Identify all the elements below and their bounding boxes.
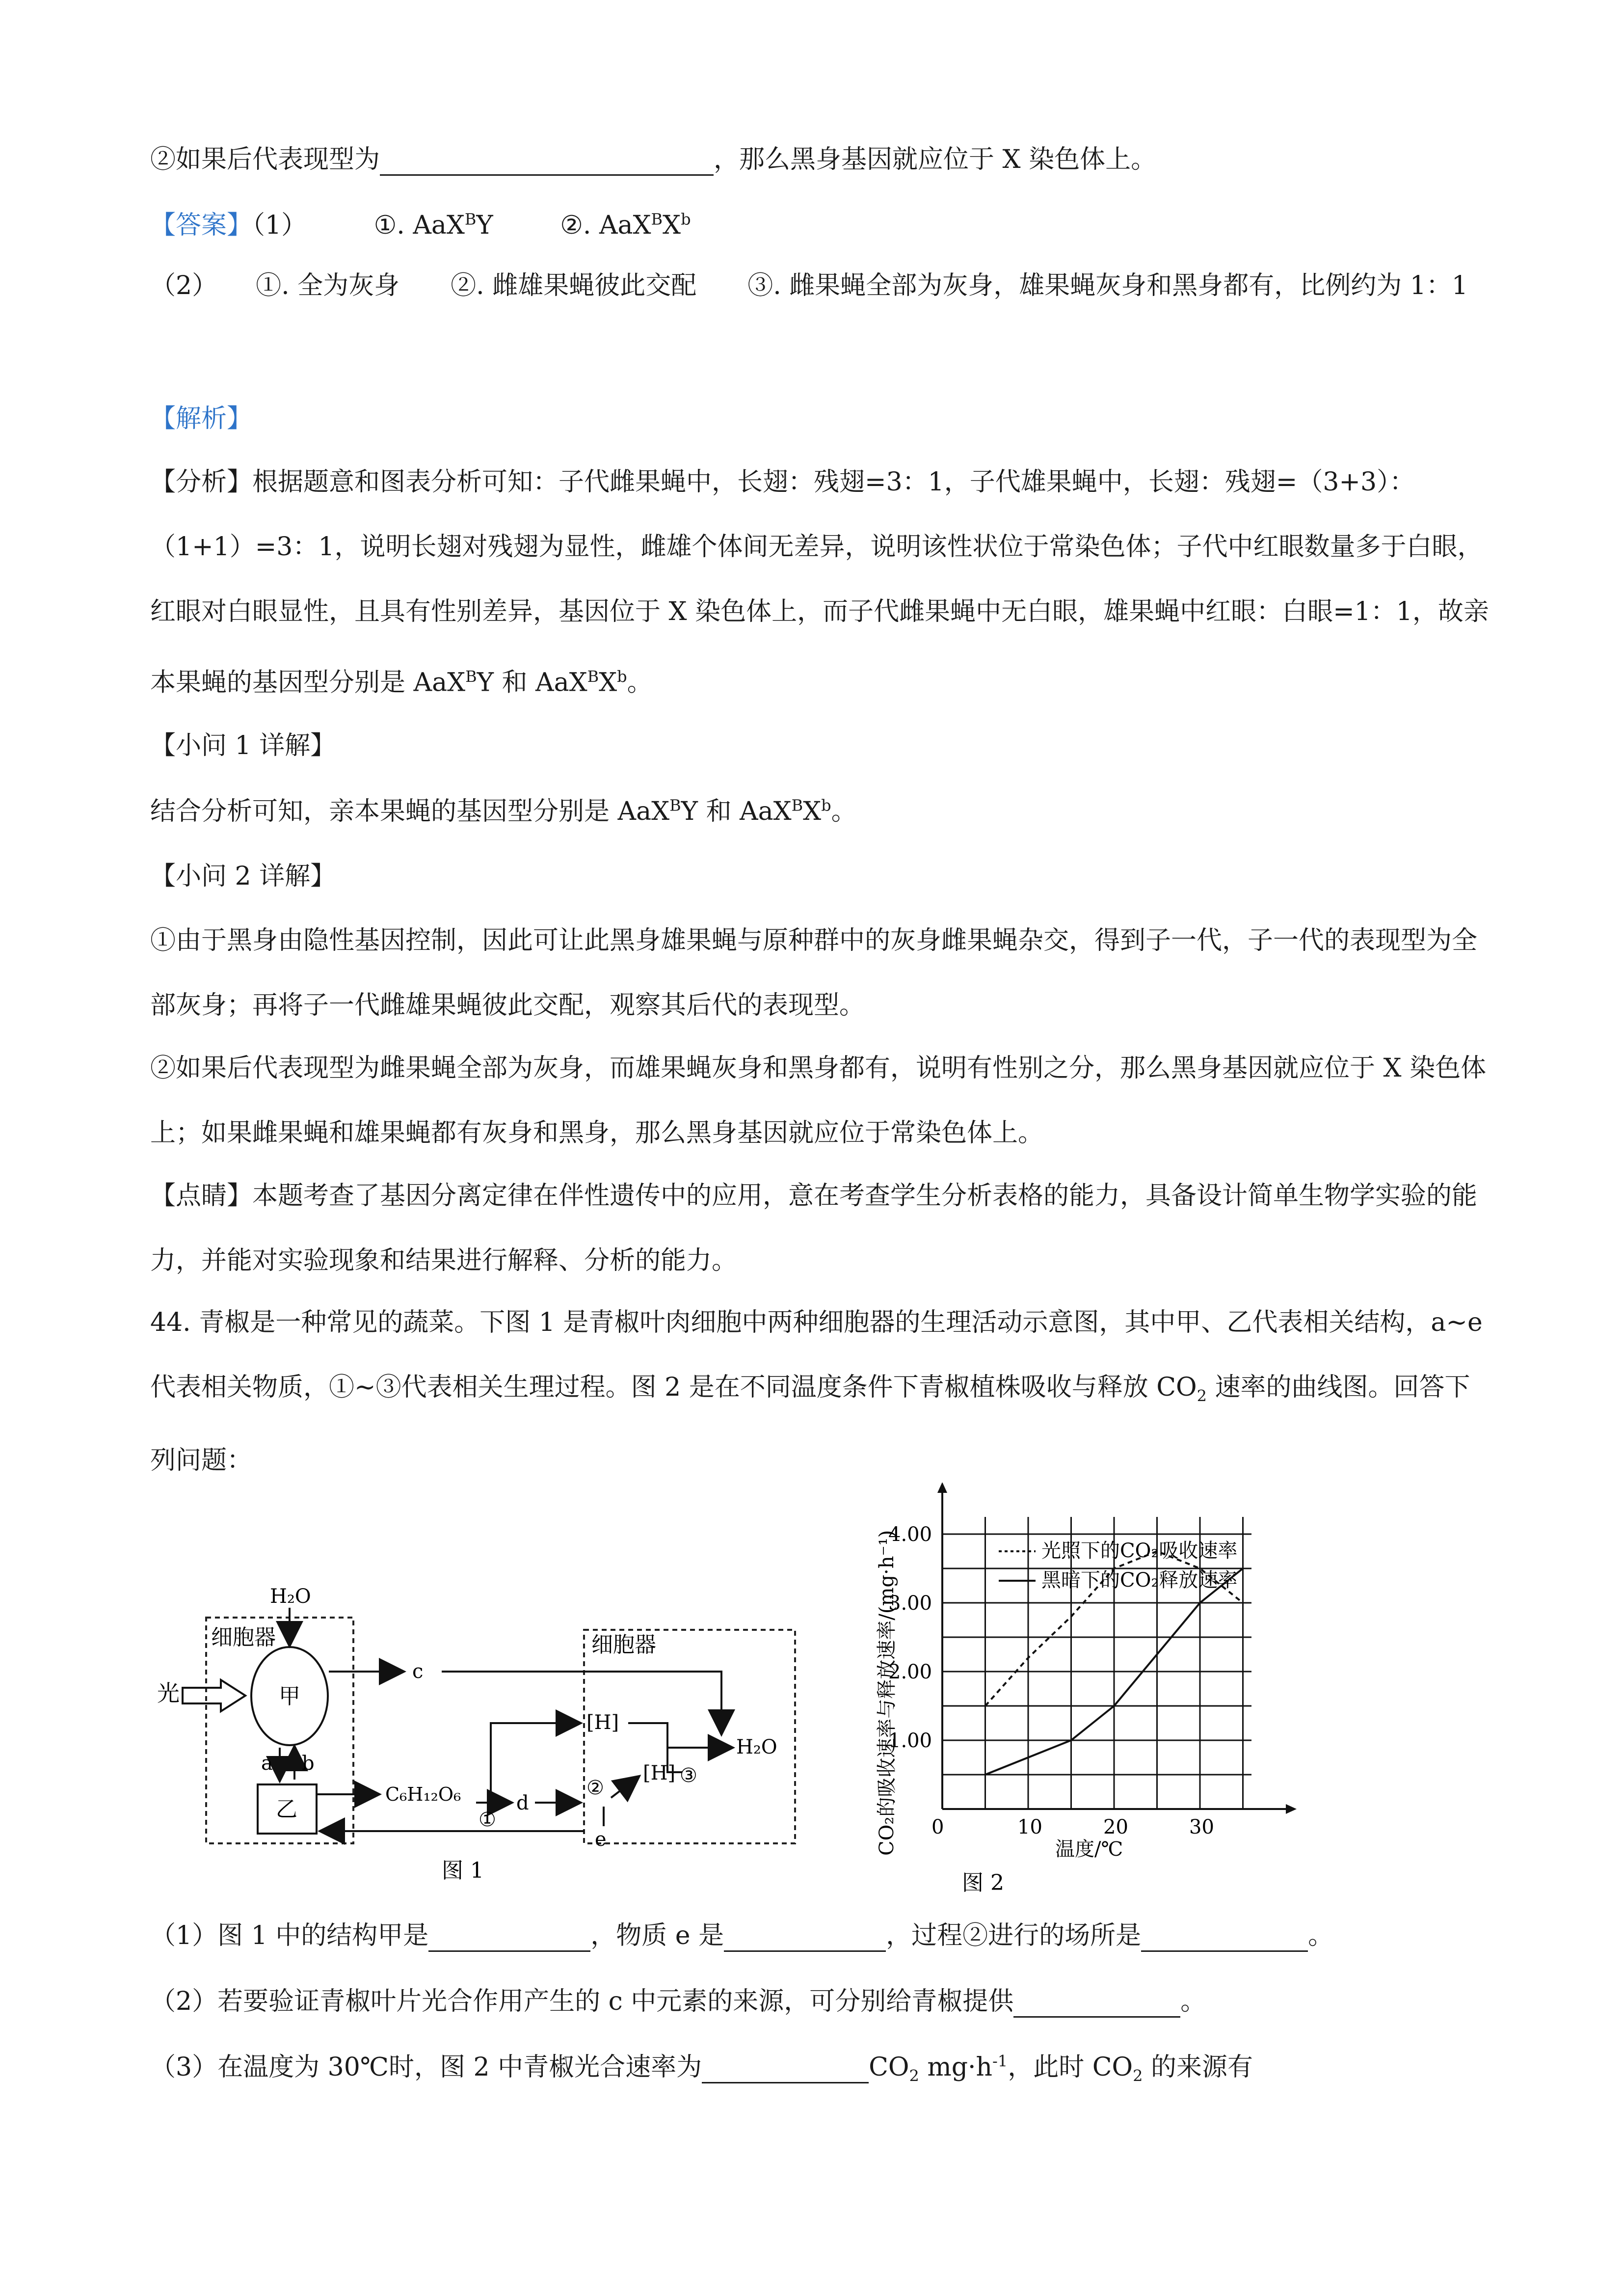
q1-detail-text: 结合分析可知，亲本果蝇的基因型分别是 AaX$^B$Y 和 $AaX^BX^b$。 bbox=[150, 796, 857, 826]
chart-x-tick-label: 30 bbox=[1189, 1816, 1214, 1838]
process-1-label: ① bbox=[479, 1809, 496, 1831]
figure-1-caption: 图 1 bbox=[442, 1858, 484, 1883]
chart-y-tick-label: 4.00 bbox=[888, 1523, 932, 1546]
label-c: c bbox=[412, 1660, 424, 1683]
sub-question-3: （3）在温度为 30℃时，图 2 中青椒光合速率为 $CO_2$ $mg\cdot h^{-1}$，此时 $CO_2$ 的来源有 bbox=[150, 2052, 1253, 2085]
chart-y-axis-arrow bbox=[937, 1483, 947, 1493]
answer-line-1: 【答案】（1） ①. AaX$^B$Y ②. $AaX^BX^b$ bbox=[150, 210, 691, 240]
chart-x-axis-arrow bbox=[1286, 1804, 1297, 1814]
chart-x-tick-label: 20 bbox=[1103, 1816, 1128, 1838]
chart-y-axis-label: CO₂的吸收速率与释放速率/(mg·h⁻¹) bbox=[876, 1530, 898, 1856]
answer-blank-2[interactable] bbox=[1013, 1987, 1180, 2018]
glucose-label: C₆H₁₂O₆ bbox=[385, 1783, 461, 1805]
q2-detail-heading: 【小问 2 详解】 bbox=[150, 862, 336, 891]
light-arrow bbox=[183, 1680, 245, 1711]
arrow-to-h2 bbox=[611, 1777, 638, 1798]
answer-blank-1b[interactable] bbox=[724, 1921, 886, 1952]
h2o-top-label: H₂O bbox=[270, 1585, 311, 1608]
chart-x-tick-label: 0 bbox=[931, 1816, 944, 1838]
answer-blank[interactable] bbox=[380, 145, 714, 176]
answer-line-2: （2） ①. 全为灰身 ②. 雌雄果蝇彼此交配 ③. 雌果蝇全部为灰身，雄果蝇灰身和黑身都有，比例约为 1：1 bbox=[150, 271, 1468, 300]
q2-detail-p1: ①由于黑身由隐性基因控制，因此可让此黑身雄果蝇与原种群中的灰身雌果蝇杂交，得到子一代，子一代的表现型为全部灰身；再将子一代雌雄果蝇彼此交配，观察其后代的表现型。 bbox=[150, 926, 1478, 1020]
question-line: ②如果后代表现型为 ，那么黑身基因就应位于 X 染色体上。 bbox=[150, 138, 1156, 176]
arrow-to-h1 bbox=[491, 1723, 579, 1794]
organelle-label-left: 细胞器 bbox=[211, 1625, 276, 1650]
figure-1-diagram bbox=[147, 1571, 825, 1885]
label-d: d bbox=[516, 1792, 529, 1814]
structure-jia-label: 甲 bbox=[279, 1684, 300, 1709]
structure-yi-label: 乙 bbox=[276, 1797, 297, 1822]
process-3-label: ③ bbox=[680, 1764, 697, 1787]
label-b: b bbox=[302, 1752, 315, 1775]
chart-y-tick-label: 2.00 bbox=[888, 1661, 932, 1683]
sub-question-1: （1）图 1 中的结构甲是 ，物质 e 是 ，过程②进行的场所是 。 bbox=[150, 1915, 1333, 1952]
analysis-paragraph: 【分析】根据题意和图表分析可知：子代雌果蝇中，长翅：残翅=3：1，子代雄果蝇中，长翅：残翅=（3+3）：（1+1）=3：1，说明长翅对残翅为显性，雌雄个体间无差异，说明该性状位于常染色体；子代中红眼数量多于白眼，红眼对白眼显性，且具有性别差异，基因位于 X 染色体上，而子代雌果蝇中无白眼，雄果蝇中红眼：白眼=1：1，故亲本果蝇的基因型分别是 AaX$^B$Y 和 $AaX^BX^b$。 bbox=[150, 467, 1489, 698]
h2-label: [H] bbox=[643, 1762, 676, 1784]
label-e: e bbox=[595, 1828, 607, 1851]
chart-x-axis-label: 温度/℃ bbox=[1055, 1838, 1123, 1861]
legend-entry-release: 黑暗下的CO₂释放速率 bbox=[1041, 1569, 1238, 1592]
analysis-heading: 【解析】 bbox=[150, 404, 253, 433]
chart-y-tick-label: 3.00 bbox=[888, 1592, 932, 1615]
organelle-label-right: 细胞器 bbox=[591, 1632, 656, 1657]
process-2-label: ② bbox=[586, 1777, 604, 1799]
question-44-stem: 44. 青椒是一种常见的蔬菜。下图 1 是青椒叶肉细胞中两种细胞器的生理活动示意图，其中甲、乙代表相关结构，a~e 代表相关物质，①~③代表相关生理过程。图 2 是在不同温度条件下青椒植株吸收与释放 $CO_2$ 速率的曲线图。回答下列问题： bbox=[150, 1308, 1483, 1476]
q2-detail-p2: ②如果后代表现型为雌果蝇全部为灰身，而雄果蝇灰身和黑身都有，说明有性别之分，那么黑身基因就应位于 X 染色体上；如果雌果蝇和雄果蝇都有灰身和黑身，那么黑身基因就应位于常染色体上。 bbox=[150, 1053, 1487, 1148]
sub-question-2: （2）若要验证青椒叶片光合作用产生的 c 中元素的来源，可分别给青椒提供 。 bbox=[150, 1980, 1206, 2018]
answer-blank-1c[interactable] bbox=[1141, 1921, 1308, 1952]
figure-2-caption: 图 2 bbox=[962, 1870, 1004, 1895]
comment-paragraph: 【点睛】本题考查了基因分离定律在伴性遗传中的应用，意在考查学生分析表格的能力，具备设计简单生物学实验的能力，并能对实验现象和结果进行解释、分析的能力。 bbox=[150, 1181, 1478, 1275]
label-a: a bbox=[261, 1752, 273, 1775]
answer-label: 【答案】 bbox=[150, 211, 253, 240]
chart-y-tick-label: 1.00 bbox=[888, 1729, 932, 1752]
h1-label: [H] bbox=[586, 1711, 619, 1734]
q1-detail-heading: 【小问 1 详解】 bbox=[150, 731, 336, 760]
figure-2-chart bbox=[864, 1483, 1355, 1900]
h2o-out-label: H₂O bbox=[736, 1736, 777, 1758]
answer-blank-1a[interactable] bbox=[428, 1921, 590, 1952]
legend-entry-absorb: 光照下的CO₂吸收速率 bbox=[1041, 1540, 1238, 1562]
chart-x-tick-label: 10 bbox=[1017, 1816, 1042, 1838]
light-label: 光 bbox=[157, 1680, 180, 1706]
answer-blank-3[interactable] bbox=[702, 2053, 869, 2083]
arrow-c-to-reaction bbox=[442, 1672, 721, 1733]
